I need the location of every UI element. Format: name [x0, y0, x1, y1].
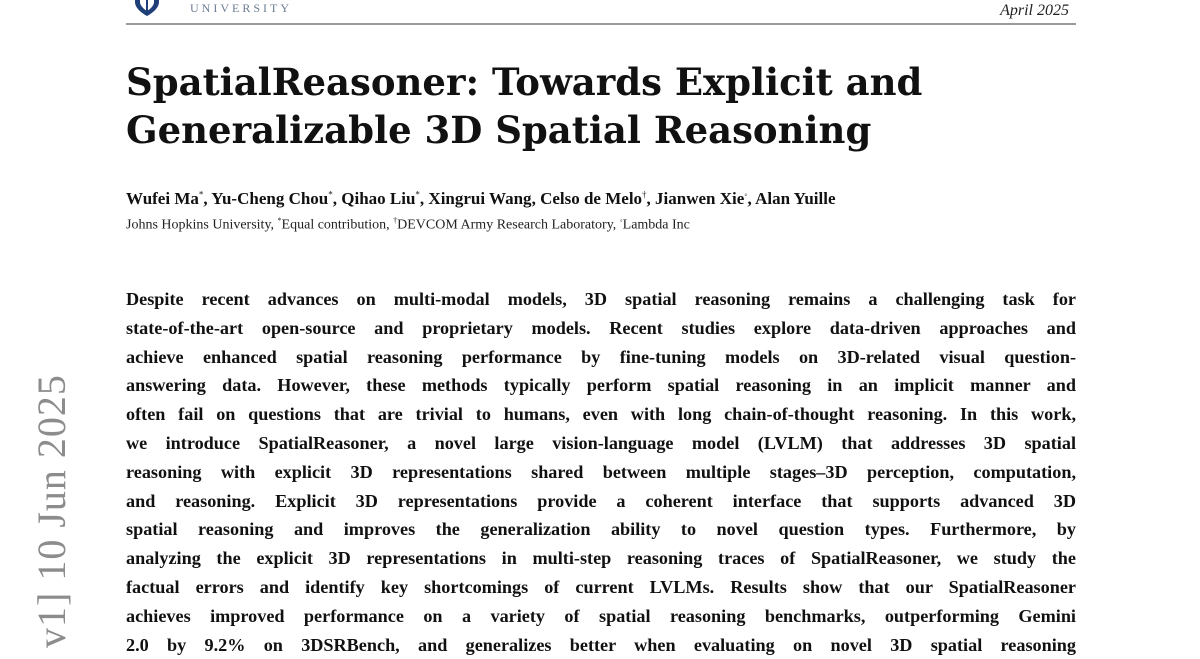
affiliation-mark: †	[393, 216, 398, 225]
abstract-line: achieve enhanced spatial reasoning performance by fine-tuning models on 3D-related visual question-	[126, 346, 1076, 367]
paper-title: SpatialReasoner: Towards Explicit and Generalizable 3D Spatial Reasoning	[126, 60, 923, 152]
author-separator: ,	[203, 189, 212, 208]
author-mark: *	[328, 189, 333, 200]
abstract-line: often fail on questions that are trivial to humans, even with long chain-of-thought reasoning. In this work,	[126, 404, 1076, 425]
affiliation-text: Johns Hopkins University,	[126, 217, 278, 233]
author-mark: *	[198, 189, 204, 200]
university-wordmark: UNIVERSITY	[190, 1, 292, 15]
abstract	[126, 285, 1076, 659]
affiliation-text: DEVCOM Army Research Laboratory,	[397, 217, 620, 233]
author-name: Wufei Ma	[126, 189, 199, 208]
affiliation-mark: *	[277, 216, 282, 225]
abstract-line: state-of-the-art open-source and proprietary models. Recent studies explore data-driven approaches and	[126, 317, 1076, 338]
affiliation-mark: ◦	[619, 216, 623, 225]
author-separator: ,	[531, 189, 541, 208]
author-separator: ,	[332, 189, 342, 208]
header-rule	[126, 23, 1076, 25]
abstract-line: we introduce SpatialReasoner, a novel large vision-language model (LVLM) that addresses 3D spatial	[126, 432, 1076, 453]
abstract-line: Despite recent advances on multi-modal models, 3D spatial reasoning remains a challenging task for	[126, 289, 1076, 309]
author-name: Alan Yuille	[755, 189, 836, 208]
publication-date: April 2025	[1000, 2, 1069, 19]
author-list	[126, 189, 1086, 209]
author-mark: *	[415, 189, 420, 200]
abstract-line: reasoning with explicit 3D representations shared between multiple stages–3D perception, computation,	[126, 461, 1076, 482]
author-name: Celso de Melo	[540, 189, 643, 208]
arxiv-side-stamp: v1] 10 Jun 2025	[29, 374, 74, 648]
author-separator: ,	[646, 189, 656, 208]
abstract-line: 2.0 by 9.2% on 3DSRBench, and generalizes better when evaluating on novel 3D spatial reasoning	[126, 634, 1076, 655]
author-name: Qihao Liu	[341, 189, 416, 208]
author-mark: †	[642, 189, 647, 200]
author-name: Yu-Cheng Chou	[211, 189, 329, 208]
abstract-line: and reasoning. Explicit 3D representations provide a coherent interface that supports advanced 3D	[126, 490, 1076, 511]
abstract-line: answering data. However, these methods typically perform spatial reasoning in an implicit manner and	[126, 375, 1076, 396]
abstract-line: achieves improved performance on a variety of spatial reasoning benchmarks, outperforming Gemini	[126, 605, 1076, 626]
abstract-line: factual errors and identify key shortcomings of current LVLMs. Results show that our SpatialReasoner	[126, 576, 1076, 597]
affiliation-text: Lambda Inc	[622, 217, 690, 233]
affiliation-line	[126, 216, 1086, 234]
author-name: Jianwen Xie	[655, 189, 745, 208]
abstract-line: analyzing the explicit 3D representations in multi-step reasoning traces of SpatialReasoner, we study the	[126, 548, 1076, 569]
author-separator: ,	[747, 189, 756, 208]
author-separator: ,	[419, 189, 429, 208]
university-shield-logo	[132, 0, 162, 16]
author-name: Xingrui Wang	[428, 189, 532, 208]
abstract-line: spatial reasoning and improves the generalization ability to novel question types. Furthermore, by	[126, 519, 1076, 540]
author-mark: ◦	[744, 189, 748, 200]
affiliation-text: Equal contribution,	[281, 217, 394, 233]
